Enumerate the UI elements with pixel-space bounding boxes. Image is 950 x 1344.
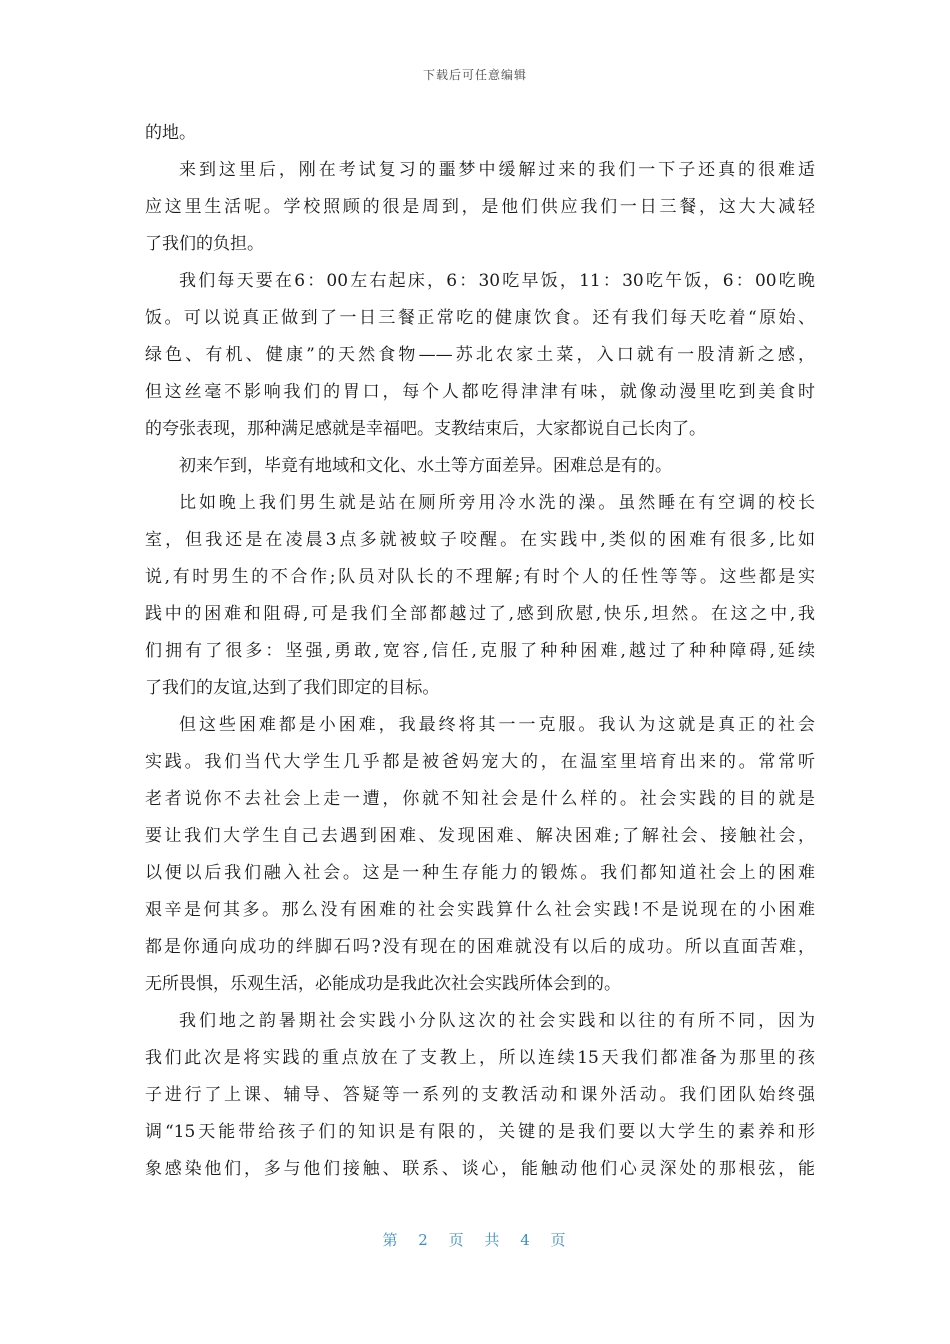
text-line: 饭。可以说真正做到了一日三餐正常吃的健康饮食。还有我们每天吃着“原始、	[145, 308, 815, 328]
text-line: 了我们的友谊,达到了我们即定的目标。	[145, 678, 440, 698]
text-line: 应这里生活呢。学校照顾的很是周到，是他们供应我们一日三餐，这大大减轻	[145, 197, 815, 217]
text-line: 绿色、有机、健康”的天然食物——苏北农家土菜，入口就有一股清新之感，	[145, 345, 815, 365]
text-line: 来到这里后，刚在考试复习的噩梦中缓解过来的我们一下子还真的很难适	[179, 160, 815, 180]
text-line: 子进行了上课、辅导、答疑等一系列的支教活动和课外活动。我们团队始终强	[145, 1085, 815, 1105]
document-body	[145, 119, 815, 1192]
text-line: 我们地之韵暑期社会实践小分队这次的社会实践和以往的有所不同，因为	[179, 1011, 815, 1031]
text-line: 都是你通向成功的绊脚石吗?没有现在的困难就没有以后的成功。所以直面苦难，	[145, 937, 815, 957]
text-line: 比如晚上我们男生就是站在厕所旁用冷水洗的澡。虽然睡在有空调的校长	[179, 493, 815, 513]
text-line: 象感染他们，多与他们接触、联系、谈心，能触动他们心灵深处的那根弦，能	[145, 1159, 815, 1179]
text-line: 以便以后我们融入社会。这是一种生存能力的锻炼。我们都知道社会上的困难	[145, 863, 815, 883]
footer-gong: 共	[484, 1231, 502, 1249]
text-line: 无所畏惧，乐观生活，必能成功是我此次社会实践所体会到的。	[145, 974, 621, 994]
text-line: 实践。我们当代大学生几乎都是被爸妈宠大的，在温室里培育出来的。常常听	[145, 752, 815, 772]
footer-di: 第	[382, 1231, 400, 1249]
footer-ye: 页	[448, 1231, 466, 1249]
text-line: 要让我们大学生自己去遇到困难、发现困难、解决困难;了解社会、接触社会，	[145, 826, 815, 846]
text-line: 调“15天能带给孩子们的知识是有限的，关键的是我们要以大学生的素养和形	[145, 1122, 815, 1142]
text-line: 老者说你不去社会上走一遭，你就不知社会是什么样的。社会实践的目的就是	[145, 789, 815, 809]
page-number-footer	[0, 1229, 950, 1250]
page-header: 下载后可任意编辑	[422, 68, 527, 82]
text-line: 室，但我还是在凌晨3点多就被蚊子咬醒。在实践中,类似的困难有很多,比如	[145, 530, 815, 550]
text-line: 但这些困难都是小困难，我最终将其一一克服。我认为这就是真正的社会	[179, 715, 815, 735]
text-line: 的地。	[145, 123, 196, 143]
text-line: 说,有时男生的不合作;队员对队长的不理解;有时个人的任性等等。这些都是实	[145, 567, 815, 587]
footer-current-page: 2	[418, 1231, 430, 1249]
footer-total-pages: 4	[520, 1231, 532, 1249]
text-line: 但这丝毫不影响我们的胃口，每个人都吃得津津有味，就像动漫里吃到美食时	[145, 382, 815, 402]
text-line: 初来乍到，毕竟有地域和文化、水土等方面差异。困难总是有的。	[179, 456, 672, 476]
text-line: 的夸张表现，那种满足感就是幸福吧。支教结束后，大家都说自己长肉了。	[145, 419, 706, 439]
text-line: 们拥有了很多：坚强,勇敢,宽容,信任,克服了种种困难,越过了种种障碍,延续	[145, 641, 815, 661]
text-line: 了我们的负担。	[145, 234, 264, 254]
text-line: 艰辛是何其多。那么没有困难的社会实践算什么社会实践!不是说现在的小困难	[145, 900, 815, 920]
footer-ye-2: 页	[550, 1231, 568, 1249]
text-line: 我们此次是将实践的重点放在了支教上，所以连续15天我们都准备为那里的孩	[145, 1048, 815, 1068]
text-line: 践中的困难和阻碍,可是我们全部都越过了,感到欣慰,快乐,坦然。在这之中,我	[145, 604, 815, 624]
text-line: 我们每天要在6：00左右起床，6：30吃早饭，11：30吃午饭，6：00吃晚	[179, 271, 815, 291]
